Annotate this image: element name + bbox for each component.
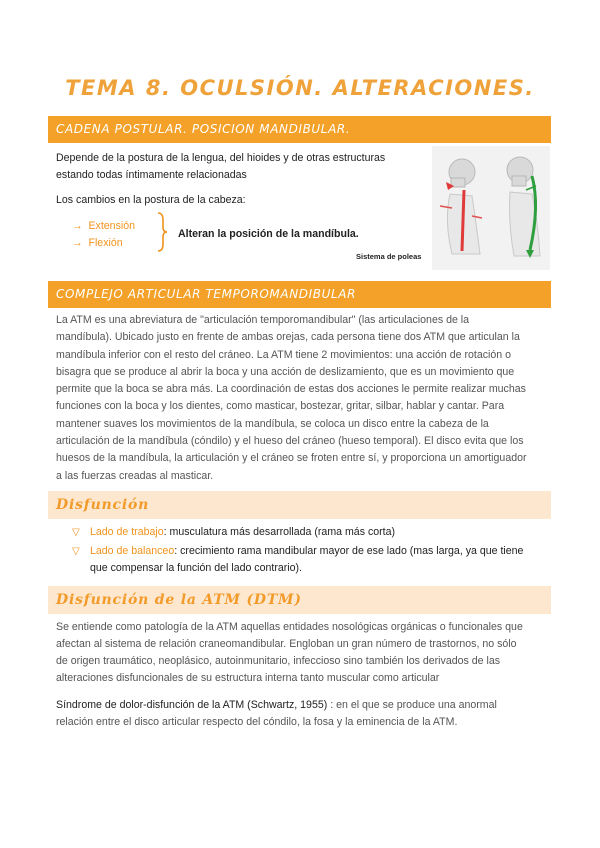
paragraph-line: mantener suaves los movimientos de la mandíbula, se coloca un disco entre la cabeza de la xyxy=(56,417,489,430)
syndrome-line-1 xyxy=(56,697,548,714)
posture-pulley-illustration xyxy=(432,146,550,270)
paragraph-line: huesos de la mandíbula, la articulación y el cráneo se froten entre sí, y proporciona un amortiguador xyxy=(56,452,527,465)
paragraph-line: a las fuerzas creadas al masticar. xyxy=(56,469,214,482)
arrow-icon: → xyxy=(72,220,83,232)
conclusion-text: Alteran la posición de la mandíbula. xyxy=(178,228,359,240)
paragraph-line: La ATM es una abreviatura de "articulación temporomandibular" (las articulaciones de la xyxy=(56,314,470,326)
dysfunction-list xyxy=(72,524,548,577)
list-item-flexion xyxy=(72,235,123,252)
section-header-postural-chain: CADENA POSTULAR. POSICION MANDIBULAR. xyxy=(48,116,551,143)
paragraph-line: mandíbula). Ubicado justo en frente de ambas orejas, cada persona tiene dos ATM que articulan la xyxy=(56,331,520,344)
paragraph-line: alteraciones disfuncionales de su estructura interna tanto muscular como articular xyxy=(56,672,440,684)
paragraph-line: articulación de la mandíbula (cóndilo) y el hueso del cráneo (hueso temporal). El disco evita que los xyxy=(56,435,524,448)
paragraph-line: bisagra que se produce al abrir la boca y una acción de deslizamiento, que es un movimiento que xyxy=(56,365,515,378)
triangle-bullet-icon: ▽ xyxy=(72,546,80,557)
section-header-dysfunction: Disfunción xyxy=(48,491,551,519)
item-text: : musculatura más desarrollada (rama más corta) xyxy=(163,526,396,538)
intro-line-1: Depende de la postura de la lengua, del hioides y de otras estructuras xyxy=(56,152,386,164)
section-header-tmj-complex: COMPLEJO ARTICULAR TEMPOROMANDIBULAR xyxy=(48,281,551,308)
list-item-extension xyxy=(72,218,135,235)
triangle-bullet-icon: ▽ xyxy=(72,527,80,538)
paragraph-line: de origen traumático, neoplásico, autoinmunitario, infeccioso sino también los derivados de las xyxy=(56,655,501,667)
changes-label: Los cambios en la postura de la cabeza: xyxy=(56,194,246,206)
syndrome-text: : en el que se produce una anormal xyxy=(327,699,497,711)
list-item-balancing-side xyxy=(72,543,548,577)
tmj-paragraph xyxy=(56,312,548,485)
paragraph-line: mandíbula inferior con el resto del cráneo. La ATM tiene 2 movimientos: una acción de rotación o xyxy=(56,348,511,361)
item-label: Lado de balanceo xyxy=(90,545,175,557)
syndrome-paragraph xyxy=(56,697,548,731)
arrow-icon: → xyxy=(72,237,83,249)
list-item-working-side xyxy=(72,524,548,541)
paragraph-line: permite que la boca se abra más. La coordinación de estas dos acciones le permite realizar muchas xyxy=(56,383,526,396)
page-title: TEMA 8. OCULSIÓN. ALTERACIONES. xyxy=(65,76,535,100)
intro-text xyxy=(56,150,416,184)
tmd-paragraph xyxy=(56,619,548,687)
paragraph-line: Se entiende como patología de la ATM aquellas entidades nosológicas orgánicas o funcionales que xyxy=(56,621,523,633)
intro-line-2: estando todas íntimamente relacionadas xyxy=(56,169,247,181)
item-text: : crecimiento rama mandibular mayor de ese lado (mas larga, ya que tiene xyxy=(174,545,524,557)
brace-icon xyxy=(156,212,168,252)
item-label: Extensión xyxy=(88,220,136,232)
item-text-continuation: que compensar la función del lado contrario). xyxy=(90,562,302,574)
section-header-tmd: Disfunción de la ATM (DTM) xyxy=(48,586,551,614)
syndrome-line-2: relación entre el disco articular respecto del cóndilo, la fosa y la eminencia de la ATM. xyxy=(56,716,458,728)
item-label: Lado de trabajo xyxy=(90,526,164,538)
paragraph-line: afectan al sistema de relación craneomandibular. Engloban un gran número de trastornos, no sólo xyxy=(56,638,517,650)
syndrome-term: Síndrome de dolor-disfunción de la ATM (Schwartz, 1955) xyxy=(56,699,328,711)
figure-caption: Sistema de poleas xyxy=(356,252,422,261)
paragraph-line: funciones con la boca y los dientes, como masticar, bostezar, gritar, silbar, hablar y cantar. Para xyxy=(56,400,505,413)
item-label: Flexión xyxy=(88,237,123,249)
